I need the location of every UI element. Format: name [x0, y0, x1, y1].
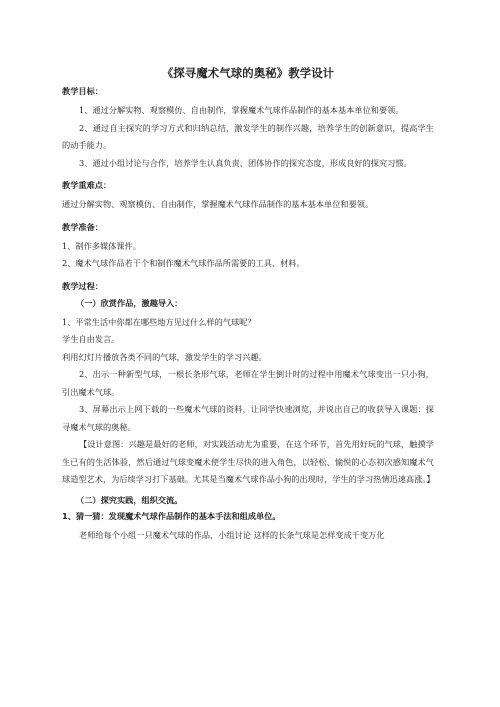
objective-3: 3、通过小组讨论与合作，培养学生认真负责、团体协作的探究态度，形成良好的探究习惯。 — [79, 157, 412, 168]
section1-item-1: 1、平常生活中你都在哪些地方见过什么样的气球呢？ — [62, 316, 256, 327]
section1-heading: （一）欣赏作品，激趣导入： — [76, 297, 183, 308]
keypoints-heading: 教学重难点： — [62, 180, 112, 190]
objective-2: 2、通过自主探究的学习方式和归纳总结，激发学生的制作兴趣，培养学生的创新意识，提高学生的动手能力。 — [62, 122, 434, 150]
prep-item-2: 2、魔术气球作品若干个和制作魔术气球作品所需要的工具、材料。 — [62, 258, 305, 268]
section1-item-2: 学生自由发言。 — [62, 334, 120, 344]
design-intent-note: 【设计意图：兴趣是最好的老师，对实践活动尤为重要，在这个环节，首先用好玩的气球，触摸学生已有的生活体验，然后通过气球变魔术使学生尽快的进入角色，以轻松、愉悦的心态初次感知魔术气球造型艺术，为后续学习打下基础。尤其是当魔术气球作品小狗的出现时，学生的学习热情迅速高涨。】 — [62, 439, 435, 484]
prep-heading: 教学准备： — [62, 221, 103, 232]
section2-subheading: 1、猜一猜：发现魔术气球作品制作的基本手法和组成单位。 — [62, 510, 281, 521]
objective-1: 1、通过分解实物、观察模仿、自由制作，掌握魔术气球作品制作的基本基本单位和要领。 — [79, 105, 404, 115]
section1-item-3: 利用幻灯片播放各类不同的气球，激发学生的学习兴趣。 — [62, 351, 267, 362]
section1-item-5: 3、屏幕出示上网下载的一些魔术气球的资料，让同学快速浏览，并说出自己的收获导入课题：探寻魔术气球的奥秘。 — [62, 404, 434, 432]
keypoints-text: 通过分解实物、观察模仿、自由制作，掌握魔术气球作品制作的基本基本单位和要领。 — [62, 199, 374, 209]
document-title: 《探寻魔术气球的奥秘》教学设计 — [161, 66, 335, 80]
process-heading: 教学过程： — [62, 280, 103, 291]
section2-text: 老师给每个小组一只魔术气球的作品，小组讨论 这样的长条气球是怎样变成千变万化 — [79, 529, 385, 540]
section1-item-4: 2、出示一种新型气球，一根长条形气球，老师在学生倒计时的过程中用魔术气球变出一只小狗，引出魔术气球。 — [62, 369, 434, 397]
prep-item-1: 1、制作多媒体课件。 — [62, 240, 141, 251]
section2-heading: （二）探究实践，组织交流。 — [76, 494, 183, 505]
document-body — [62, 66, 434, 544]
objectives-heading: 教学目标： — [62, 86, 103, 96]
